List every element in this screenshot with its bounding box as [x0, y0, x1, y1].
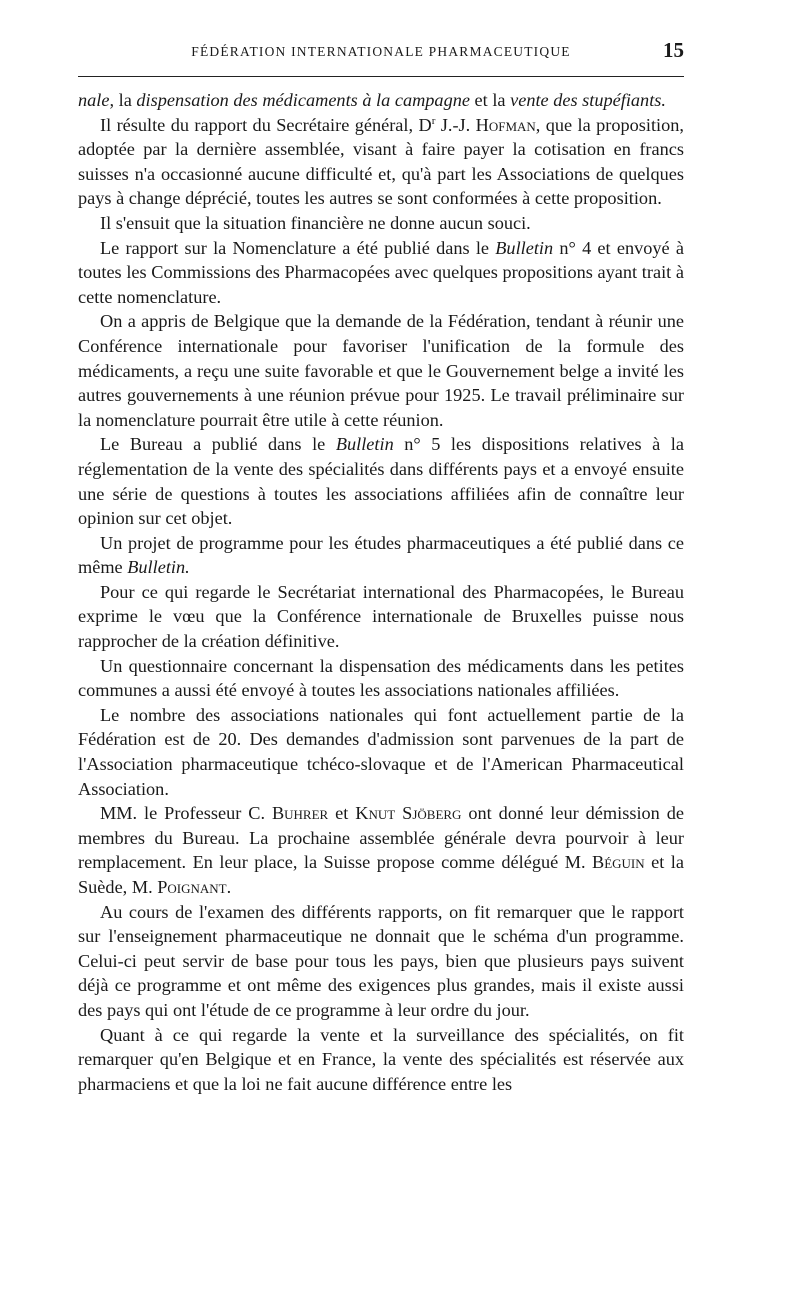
paragraph-12 [78, 900, 684, 1023]
superscript: r [431, 114, 436, 127]
text-span: Il résulte du rapport du Secrétaire général, D [100, 114, 432, 135]
text-span: nale, [78, 90, 115, 110]
text-span: Le rapport sur la Nomenclature a été publié dans le [100, 237, 496, 258]
paragraph-11 [78, 801, 684, 899]
paragraph-5 [78, 309, 684, 432]
paragraph-10 [78, 703, 684, 801]
text-span: Le Bureau a publié dans le [100, 434, 336, 455]
paragraph-9 [78, 654, 684, 703]
running-title: FÉDÉRATION INTERNATIONALE PHARMACEUTIQUE [191, 44, 571, 59]
header-rule [78, 76, 684, 77]
paragraph-2 [78, 113, 684, 211]
person-name: Knut Sjöberg [355, 803, 462, 824]
text-span: n° 4 et envoyé à toutes les Commissions des Pharmacopées avec quelques propositions ayant trait à cette nomenclature. [78, 237, 684, 307]
text-span: Pour ce qui regarde le Secrétariat international des Pharmacopées, le Bureau exprime le vœu que la Conférence internationale de Bruxelles puisse nous rapprocher de la création définitive. [78, 581, 684, 652]
paragraph-8 [78, 580, 684, 654]
body-text [78, 88, 684, 1096]
page-header [78, 38, 684, 74]
paragraph-6 [78, 432, 684, 530]
text-span: . [226, 877, 232, 897]
text-span: MM. le Professeur C. [100, 803, 272, 824]
text-span: Un projet de programme pour les études pharmaceutiques a été publié dans ce même [78, 532, 684, 578]
text-span: Bulletin. [127, 557, 190, 578]
text-span: Il s'ensuit que la situation financière ne donne aucun souci. [100, 212, 531, 233]
text-span: Au cours de l'examen des différents rapports, on fit remarquer que le rapport sur l'enseignement pharmaceutique ne donnait que le schéma d'un programme. Celui-ci peut servir de base pour tous les pays, bien que plusieurs pays suivent déjà ce programme et ont même des exigences plus grandes, mais il existe aussi des pays qui ont l'étude de ce programme à leur ordre du jour. [78, 901, 684, 1020]
text-span: Quant à ce qui regarde la vente et la surveillance des spécialités, on fit remarquer qu'en Belgique et en France, la vente des spécialités est réservée aux pharmaciens et que la loi ne fait aucune différence entre les [78, 1024, 684, 1094]
paragraph-1 [78, 88, 684, 113]
person-name: Buhrer [271, 803, 329, 824]
text-span: dispensation des médicaments à la campagne [136, 90, 470, 110]
paragraph-13 [78, 1023, 684, 1097]
text-span: Bulletin [335, 434, 394, 455]
text-span: n° 5 les dispositions relatives à la réglementation de la vente des spécialités dans différents pays et a envoyé ensuite une série de questions à toutes les associations affiliées afin de connaître leur opinion sur cet objet. [78, 434, 684, 529]
paragraph-4 [78, 236, 684, 310]
text-span: la [114, 90, 137, 110]
text-span: et la [469, 90, 511, 110]
text-span: vente des stupéfiants. [510, 90, 666, 110]
page-number: 15 [663, 38, 684, 62]
paragraph-3 [78, 211, 684, 236]
text-span: On a appris de Belgique que la demande de la Fédération, tendant à réunir une Conférence internationale pour favoriser l'unification de la formule des médicaments, a reçu une suite favorable et que le Gouvernement belge a invité les autres gouvernements à une réunion prévue pour 1925. Le travail préliminaire sur la nomenclature pourrait être utile à cette réunion. [78, 311, 684, 430]
text-span: ont donné leur démission de membres du Bureau. La prochaine assemblée générale devra pourvoir à leur remplacement. En leur place, la Suisse propose comme délégué M. [78, 803, 684, 873]
text-span: et [328, 803, 356, 824]
text-span: J.-J. [435, 114, 476, 135]
text-span: Bulletin [495, 237, 554, 258]
paragraph-7 [78, 531, 684, 580]
text-span: Un questionnaire concernant la dispensation des médicaments dans les petites communes a aussi été envoyé à toutes les associations nationales affiliées. [78, 655, 684, 701]
person-name: Béguin [592, 852, 645, 873]
person-name: Poignant [157, 877, 227, 897]
text-span: Le nombre des associations nationales qui font actuellement partie de la Fédération est de 20. Des demandes d'admission sont parvenues de la part de l'Association pharmaceutique tchéco-slovaque et de l'American Pharmaceutical Association. [78, 704, 684, 799]
text-span: et la Suède, M. [78, 852, 684, 897]
person-name: Hofman [475, 114, 536, 135]
text-span: , que la proposition, adoptée par la dernière assemblée, visant à faire payer la cotisation en francs suisses n'a occasionné aucune difficulté et, qu'à part les Associations de quelques pays à change déprécié, toutes les autres se sont conformées à cette proposition. [78, 114, 684, 209]
